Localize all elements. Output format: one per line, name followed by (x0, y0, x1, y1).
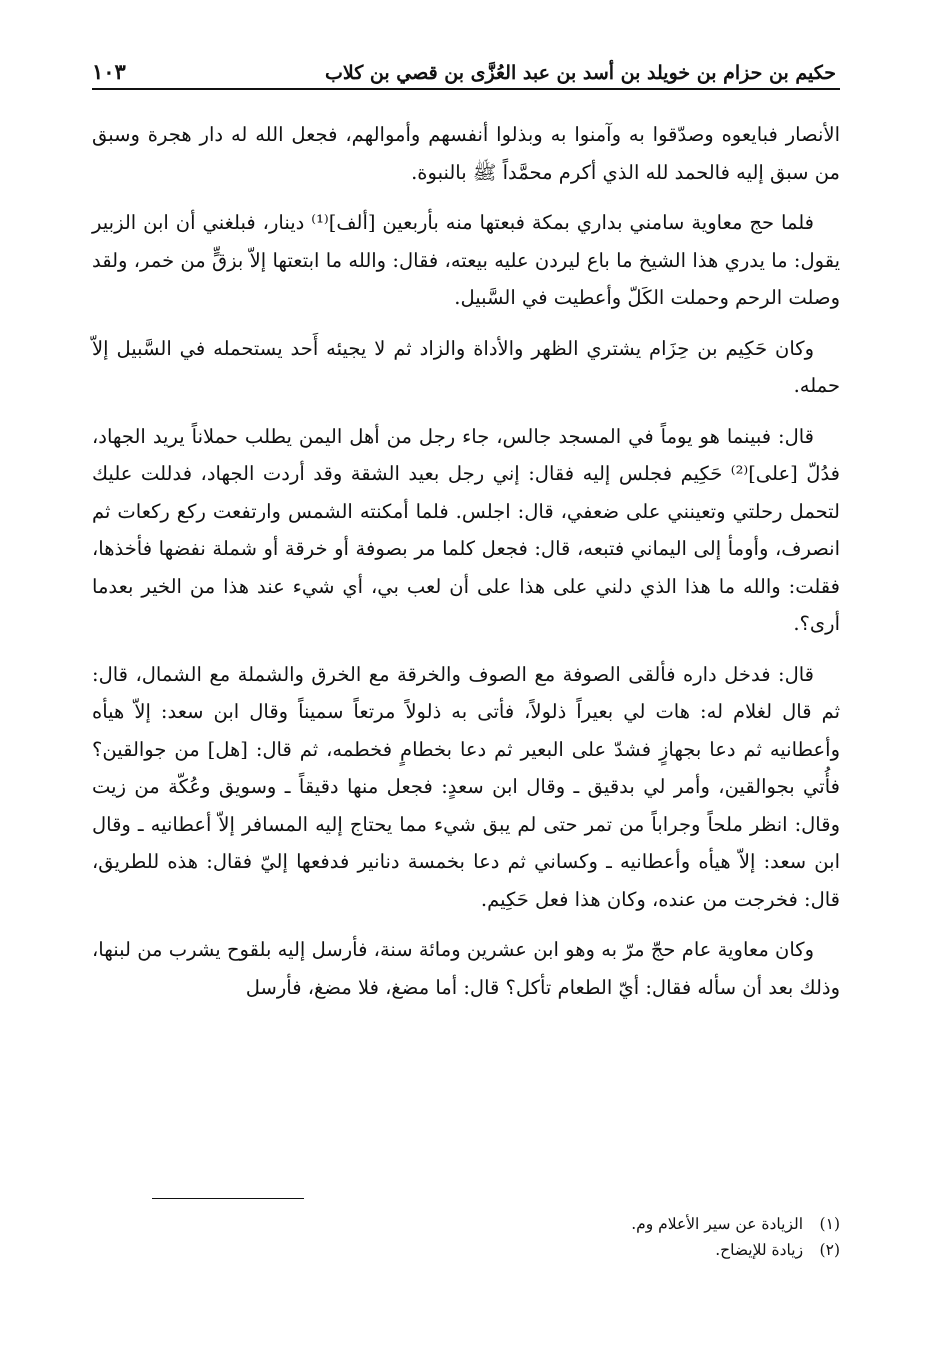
footnote-2-text: زيادة للإيضاح. (715, 1241, 804, 1259)
footnote-1-text: الزيادة عن سير الأعلام وم. (631, 1215, 804, 1233)
paragraph-1: الأنصار فبايعوه وصدّقوا به وآمنوا به وبذلوا أنفسهم وأموالهم، فجعل الله له دار هجرة وسبق من سبق إليه فالحمد لله الذي أكرم محمَّداً ﷺ بالنبوة. (92, 123, 840, 184)
footnote-2-number: (٢) (819, 1241, 840, 1259)
paragraph-2: فلما حج معاوية سامني بداري بمكة فبعتها منه بأربعين [ألف]⁽¹⁾ دينار، فبلغني أن ابن الزبير يقول: ما يدري هذا الشيخ ما باع ليردن عليه بيعته، فقال: والله ما ابتعتها إلاّ بزقٍّ من خمر، ولقد وصلت الرحم وحملت الكَلّ وأعطيت في السَّبيل. (92, 211, 840, 309)
footnote-1 (92, 1211, 840, 1237)
running-header (92, 48, 840, 90)
paragraph-4: قال: فبينما هو يوماً في المسجد جالس، جاء رجل من أهل اليمن يطلب حملاناً يريد الجهاد، فدُلّ [على]⁽²⁾ حَكِيم فجلس إليه فقال: إني رجل بعيد الشقة وقد أردت الجهاد، فدللت عليك لتحمل رحلتي وتعينني على ضعفي، قال: اجلس. فلما أمكنته الشمس وارتفعت ركع ركعات ثم انصرف، وأومأ إلى اليماني فتبعه، قال: فجعل كلما مر بصوفة أو خرقة أو شملة نفضها فأخذها، فقلت: والله ما هذا الذي دلني على هذا على أن لعب بي، أي شيء عند هذا من الخير بعدما أرى؟. (92, 424, 840, 635)
page-number: ١٠٣ (92, 59, 126, 84)
footnotes (92, 1198, 840, 1263)
footnote-separator-wrap (92, 1198, 840, 1211)
running-title: حكيم بن حزام بن خويلد بن أسد بن عبد العُزَّى بن قصي بن كلاب (325, 62, 836, 84)
main-text (92, 116, 840, 1006)
paragraph-6: وكان معاوية عام حجّ مرّ به وهو ابن عشرين ومائة سنة، فأرسل إليه بلقوح يشرب من لبنها، وذلك بعد أن سأله فقال: أيّ الطعام تأكل؟ قال: أما مضغ، فلا مضغ، فأرسل (92, 938, 840, 999)
paragraph-5: قال: فدخل داره فألقى الصوفة مع الصوف والخرقة مع الخرق والشملة مع الشمال، قال: ثم قال لغلام له: هات لي بعيراً ذلولاً، فأتى به ذلولاً مرتعاً سميناً وقال ابن سعد: إلاّ هيأه وأعطانيه ثم دعا بجهازٍ فشدّ على البعير ثم دعا بخطامٍ فخطمه، ثم قال: [هل] من جوالقين؟ فأُتي بجوالقين، وأمر لي بدقيق ـ وقال ابن سعدٍ: فجعل منها دقيقاً ـ وسويق وعُكّة من زيت وقال: انظر ملحاً وجراباً من تمر حتى لم يبق شيء مما يحتاج إليه المسافر إلاّ أعطانيه ـ وقال ابن سعد: إلاّ هيأه وأعطانيه ـ وكساني ثم دعا بخمسة دنانير فدفعها إليّ فقال: هذه للطريق، قال: فخرجت من عنده، وكان هذا فعل حَكِيم. (92, 662, 840, 911)
book-page (92, 48, 840, 1259)
footnote-separator (152, 1198, 304, 1199)
footnote-1-number: (١) (819, 1215, 840, 1233)
footnote-2 (92, 1237, 840, 1263)
paragraph-3: وكان حَكِيم بن حِزَام يشتري الظهر والأداة والزاد ثم لا يجيئه أَحد يستحمله في السَّبيل إلاّ حمله. (92, 336, 840, 397)
